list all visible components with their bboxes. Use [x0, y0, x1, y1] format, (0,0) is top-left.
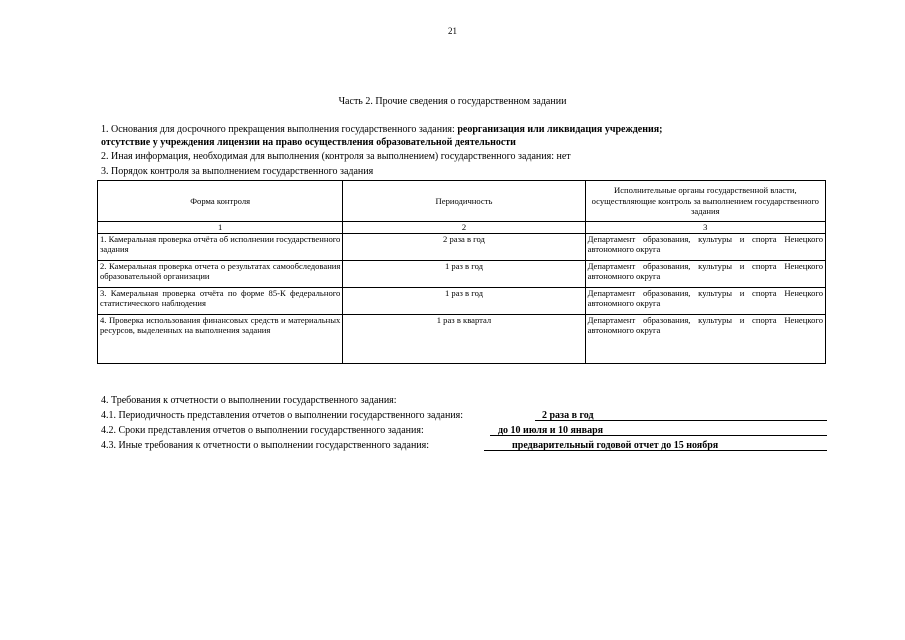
- table-row: [98, 314, 826, 363]
- header-authority: Исполнительные органы государственной власти, осуществляющие контроль за выполнением государственного задания: [585, 181, 825, 222]
- control-authority: Департамент образования, культуры и спорта Ненецкого автономного округа: [585, 233, 825, 260]
- control-authority: Департамент образования, культуры и спорта Ненецкого автономного округа: [585, 287, 825, 314]
- control-period: 1 раз в год: [343, 260, 585, 287]
- requirement-3-value: предварительный годовой отчет до 15 ноября: [484, 440, 827, 451]
- table-row: [98, 260, 826, 287]
- header-period: Периодичность: [343, 181, 585, 222]
- requirements-title: 4. Требования к отчетности о выполнении государственного задания:: [101, 395, 397, 406]
- page-number: 21: [448, 26, 457, 36]
- control-period: 1 раз в квартал: [343, 314, 585, 363]
- column-number: 3: [585, 222, 825, 234]
- section-2: 2. Иная информация, необходимая для выполнения (контроля за выполнением) государственного задания: нет: [101, 151, 571, 162]
- control-authority: Департамент образования, культуры и спорта Ненецкого автономного округа: [585, 314, 825, 363]
- control-table: [97, 180, 826, 364]
- section-1: [101, 124, 831, 136]
- requirement-1-value: 2 раза в год: [535, 410, 827, 421]
- header-form: Форма контроля: [98, 181, 343, 222]
- part-title: Часть 2. Прочие сведения о государственном задании: [338, 96, 567, 107]
- control-period: 2 раза в год: [343, 233, 585, 260]
- requirement-1-label: 4.1. Периодичность представления отчетов о выполнении государственного задания:: [101, 410, 464, 421]
- control-authority: Департамент образования, культуры и спорта Ненецкого автономного округа: [585, 260, 825, 287]
- column-number: 1: [98, 222, 343, 234]
- column-number: 2: [343, 222, 585, 234]
- table-number-row: [98, 222, 826, 234]
- control-period: 1 раз в год: [343, 287, 585, 314]
- section-3-title: 3. Порядок контроля за выполнением государственного задания: [101, 166, 374, 177]
- control-form: 3. Камеральная проверка отчёта по форме 85-К федерального статистического наблюдения: [98, 287, 343, 314]
- requirement-3-label: 4.3. Иные требования к отчетности о выполнении государственного задания:: [101, 440, 430, 451]
- table-row: [98, 233, 826, 260]
- section-1-value-line1: реорганизация или ликвидация учреждения;: [457, 124, 663, 135]
- requirement-2-label: 4.2. Сроки представления отчетов о выполнении государственного задания:: [101, 425, 424, 436]
- requirement-2-value: до 10 июля и 10 января: [490, 425, 827, 436]
- table-row: [98, 287, 826, 314]
- control-form: 1. Камеральная проверка отчёта об исполнении государственного задания: [98, 233, 343, 260]
- control-form: 2. Камеральная проверка отчета о результатах самообследования образовательной организации: [98, 260, 343, 287]
- control-form: 4. Проверка использования финансовых средств и материальных ресурсов, выделенных на выполнения задания: [98, 314, 343, 363]
- section-1-label: 1. Основания для досрочного прекращения выполнения государственного задания:: [101, 124, 455, 135]
- section-1-value-line2: отсутствие у учреждения лицензии на право осуществления образовательной деятельности: [101, 137, 516, 148]
- table-header-row: [98, 181, 826, 222]
